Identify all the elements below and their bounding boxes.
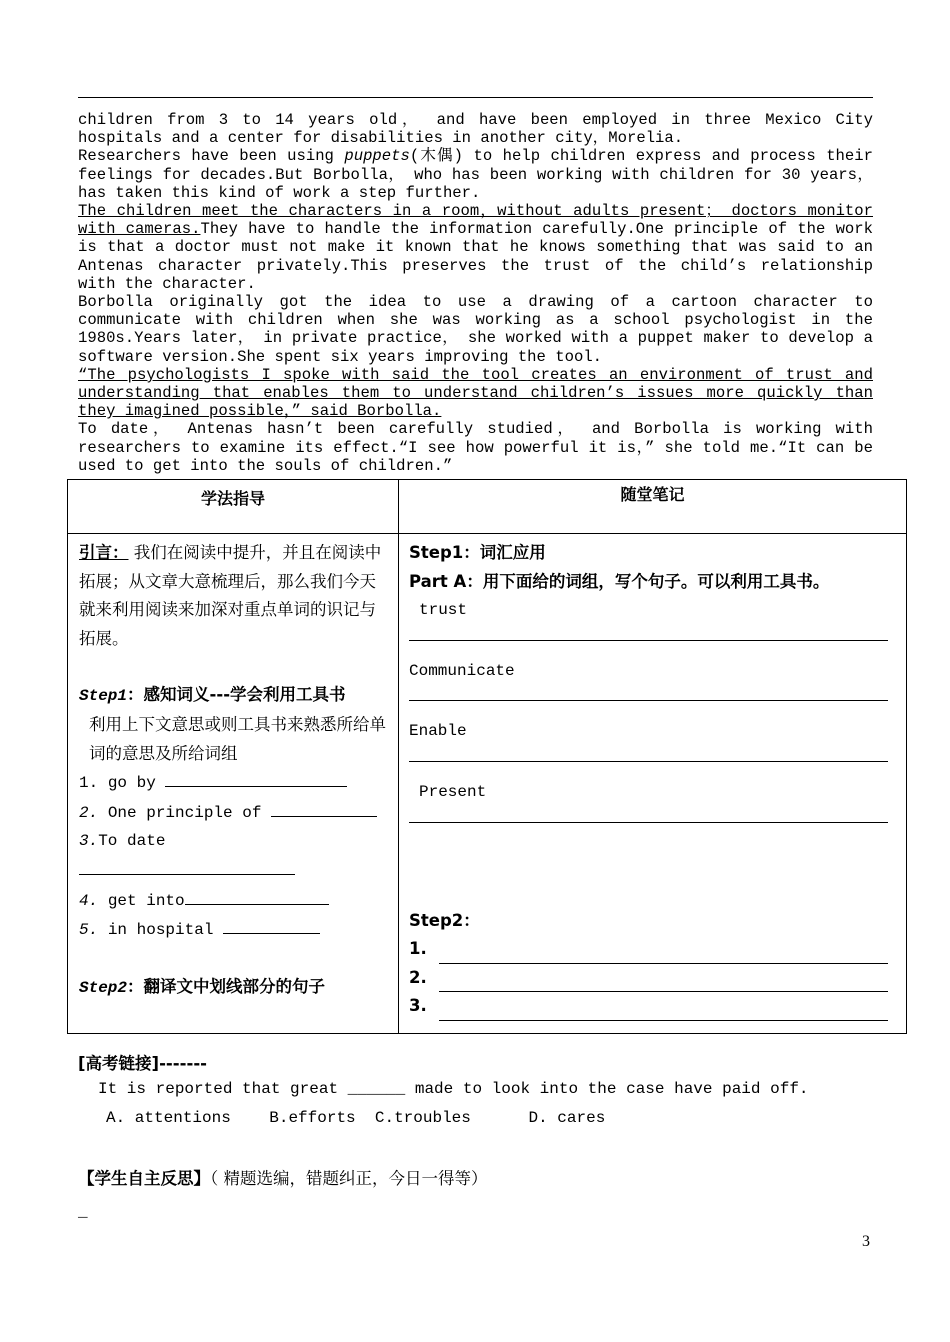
translation-2-num: 2.: [409, 967, 427, 987]
notes-step2-title: Step2：: [409, 910, 480, 930]
passage-p2-start: Researchers have been using: [78, 147, 345, 166]
vocab-item-5: [79, 915, 388, 945]
option-a[interactable]: A. attentions: [106, 1109, 231, 1127]
header-study-guide: [68, 480, 399, 534]
vocab-item-5-blank[interactable]: [223, 915, 320, 934]
vocab-item-4-num: 4.: [79, 891, 99, 910]
header-study-guide-label: 学法指导: [200, 489, 265, 508]
trailing-mark: _: [78, 1203, 88, 1221]
intro-text: 我们在阅读中提升，并且在阅读中拓展；从文章大意梳理后，那么我们今天就来利用阅读来加深对重点单词的识记与拓展。: [79, 543, 382, 648]
vocab-item-1-blank[interactable]: [165, 768, 347, 787]
step2-label: Step2: [79, 978, 128, 997]
option-d[interactable]: D. cares: [528, 1109, 606, 1127]
top-rule: [78, 97, 873, 98]
vocab-item-3-text: To date: [98, 832, 166, 851]
passage-paragraph-5: [78, 366, 873, 421]
vocab-item-2-text: One principle of: [107, 803, 272, 822]
gaokao-link-title: [高考链接]-------: [78, 1054, 208, 1073]
intro-label: 引言：: [79, 543, 129, 562]
header-class-notes: [399, 480, 907, 534]
passage-paragraph-4: Borbolla originally got the idea to use a drawing of a cartoon character to communicate with children when she was working as a school psychologist in the 1980s.Years later， in private practice， she worked with a puppet maker to develop a software version.She spent six years improving the tool.: [78, 293, 873, 366]
word-trust: trust: [419, 601, 468, 620]
step1-description-text: 利用上下文意思或则工具书来熟悉所给单词的意思及所给词组: [89, 714, 386, 763]
translation-line-2: [409, 964, 888, 993]
notes-step1-title: Step1：词汇应用: [409, 543, 546, 562]
vocab-item-1-text: go by: [107, 774, 166, 793]
step2-title: ：翻译文中划线部分的句子: [127, 976, 326, 996]
word-present: Present: [419, 782, 487, 801]
passage-paragraph-2: [78, 147, 873, 202]
translation-line-1: [409, 935, 888, 964]
passage-puppets-word: puppets: [344, 147, 410, 166]
notes-partA-instruction: [409, 568, 888, 597]
step2-heading: [79, 973, 388, 1003]
underlined-sentence-2: “The psychologists I spoke with said the tool creates an environment of trust and understanding that enables them to understand children’s issues more quickly than they imagined possible，” said Borbolla.: [78, 365, 873, 421]
vocab-item-1: [79, 768, 388, 798]
student-reflection: [78, 1165, 488, 1189]
vocab-item-4: [79, 886, 388, 916]
translation-3-blank[interactable]: [439, 1002, 888, 1021]
word-communicate: Communicate: [409, 661, 515, 680]
notes-partA-text: Part A：用下面给的词组，写个句子。可以利用工具书。: [409, 571, 830, 591]
passage-paragraph-3: [78, 202, 873, 293]
option-c[interactable]: C.troubles: [374, 1109, 471, 1127]
header-class-notes-label: 随堂笔记: [620, 485, 685, 504]
step1-title: ：感知词义---学会利用工具书: [127, 685, 346, 705]
translation-2-blank[interactable]: [439, 973, 888, 992]
answer-line-trust[interactable]: [409, 631, 888, 641]
answer-line-communicate[interactable]: [409, 691, 888, 701]
reading-passage: [78, 111, 873, 475]
translation-1-blank[interactable]: [439, 945, 888, 964]
vocab-item-2-blank[interactable]: [271, 798, 377, 817]
passage-paragraph-6: To date， Antenas hasn’t been carefully studied， and Borbolla is working with researchers to examine its effect.“I see how powerful it is，” she told me.“It can be used to get into the souls of children.”: [78, 420, 873, 475]
step1-label: Step1: [79, 687, 128, 706]
intro: [79, 539, 388, 653]
translation-1-num: 1.: [409, 939, 427, 959]
vocab-item-1-num: 1.: [79, 774, 99, 793]
vocab-item-3-blank[interactable]: [79, 856, 295, 875]
vocab-item-3: [79, 827, 388, 885]
page-number: 3: [862, 1233, 870, 1250]
gaokao-question: It is reported that great ______ made to look into the case have paid off.: [98, 1080, 809, 1098]
translation-line-3: [409, 992, 888, 1021]
vocab-item-5-num: 5.: [79, 921, 99, 940]
study-table: [67, 479, 907, 1034]
word-enable: Enable: [409, 722, 467, 741]
gaokao-options: [106, 1109, 605, 1127]
study-guide-cell: [68, 534, 399, 1034]
passage-paragraph-1: children from 3 to 14 years old， and have been employed in three Mexico City hospitals and a center for disabilities in another city，Morelia.: [78, 111, 873, 148]
vocab-item-5-text: in hospital: [107, 921, 224, 940]
vocab-item-4-text: get into: [107, 891, 185, 910]
passage-p2-end: (木偶) to help children express and process their feelings for decades.But Borbolla， who has been working with children for 30 years，has taken this kind of work a step further.: [78, 147, 873, 202]
answer-line-present[interactable]: [409, 813, 888, 823]
passage-p3-rest: They have to handle the information carefully.One principle of the work is that a doctor must not make it known that he knows something that was said to an Antenas character privately.This preserves the trust of the child’s relationship with the character.: [78, 220, 873, 293]
step1-heading: [79, 681, 388, 711]
vocab-item-4-blank[interactable]: [185, 886, 329, 905]
underlined-sentence-1: The children meet the characters in a room，without adults present； doctors monitor with cameras.: [78, 202, 873, 239]
option-b[interactable]: B.efforts: [269, 1109, 356, 1127]
step1-description: [79, 711, 388, 768]
vocab-item-2-num: 2.: [79, 803, 99, 822]
reflection-hint: （ 精题选编，错题纠正，今日一得等）: [210, 1169, 488, 1188]
vocab-item-2: [79, 798, 388, 828]
vocab-item-3-num: 3.: [79, 832, 99, 851]
class-notes-cell: [399, 534, 907, 1034]
translation-3-num: 3.: [409, 996, 427, 1016]
reflection-title: 【学生自主反思】: [78, 1169, 210, 1188]
answer-line-enable[interactable]: [409, 752, 888, 762]
